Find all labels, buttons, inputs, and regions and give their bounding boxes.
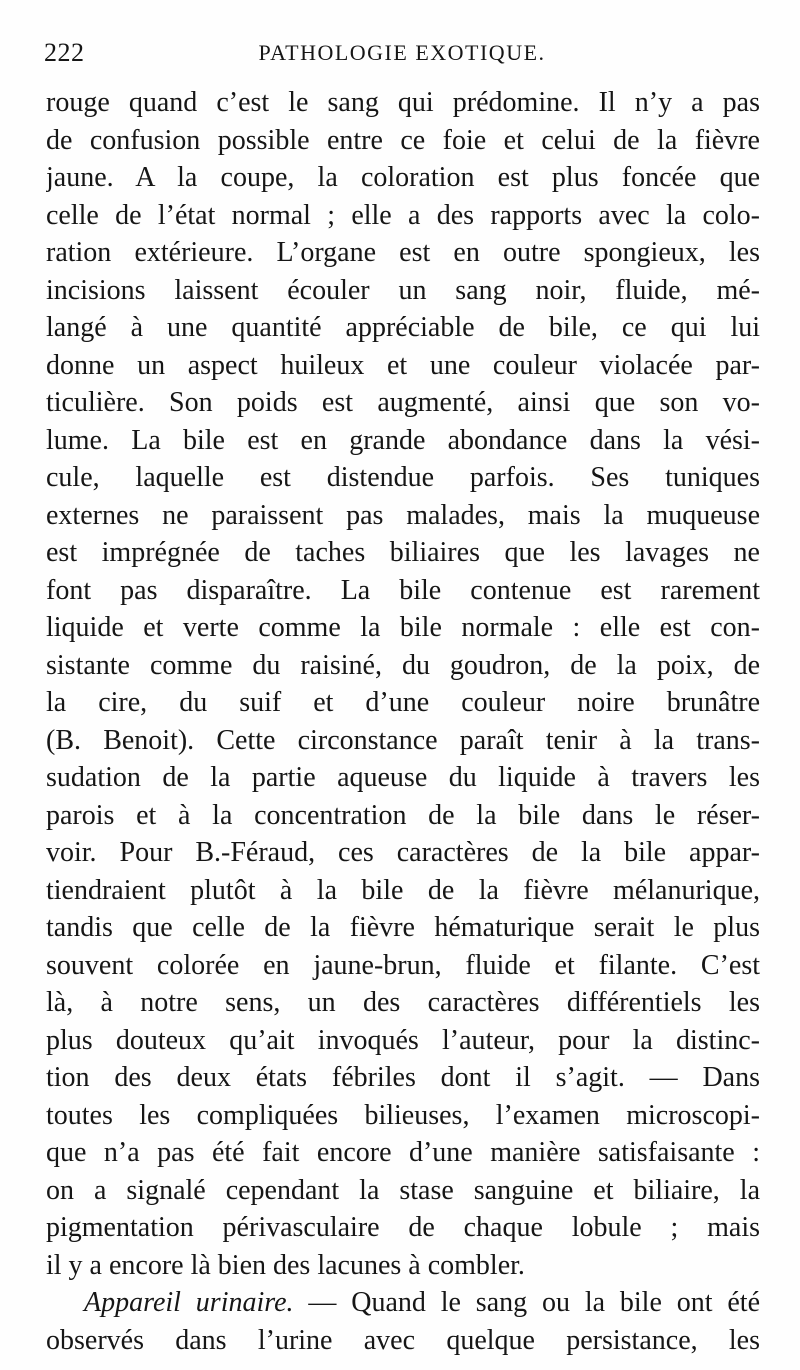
running-title: PATHOLOGIE EXOTIQUE. [258,40,546,65]
page-header [44,38,760,74]
text-line: ticulière. Son poids est augmenté, ainsi que son vo- [46,387,760,418]
text-line: tandis que celle de la fièvre hématurique serait le plus [46,912,760,943]
text-line: lume. La bile est en grande abondance dans la vési- [46,424,760,456]
text-line: tiendraient plutôt à la bile de la fièvre mélanurique, [46,874,760,906]
text-line: cule, laquelle est distendue parfois. Ses tuniques [46,462,760,493]
text-line: toutes les compliquées bilieuses, l’examen microscopi- [46,1099,760,1131]
text-line: parois et à la concentration de la bile dans le réser- [46,799,760,831]
text-line: font pas disparaître. La bile contenue est rarement [46,574,760,606]
text-line: rouge quand c’est le sang qui prédomine. Il n’y a pas [46,87,760,118]
text-line [46,1284,760,1322]
text-line: est imprégnée de taches biliaires que les lavages ne [46,537,760,568]
text-line: la cire, du suif et d’une couleur noire brunâtre [46,687,760,718]
paragraph-urinary-apparatus [46,1284,760,1359]
text-line: jaune. A la coupe, la coloration est plus foncée que [46,162,760,193]
text-line: observés dans l’urine avec quelque persistance, les [46,1324,760,1356]
text-line: donne un aspect huileux et une couleur violacée par- [46,349,760,381]
text-line: on a signalé cependant la stase sanguine et biliaire, la [46,1174,760,1206]
text-line: externes ne paraissent pas malades, mais la muqueuse [46,499,760,531]
text-line: tion des deux états fébriles dont il s’agit. — Dans [46,1062,760,1093]
text-line: liquide et verte comme la bile normale : elle est con- [46,612,760,643]
text-line: (B. Benoit). Cette circonstance paraît tenir à la trans- [46,724,760,756]
text-line: de confusion possible entre ce foie et celui de la fièvre [46,124,760,156]
section-heading-urinary: Appareil urinaire. [84,1287,294,1318]
paragraph-liver-description [46,84,760,1284]
text-line: que n’a pas été fait encore d’une manière satisfaisante : [46,1137,760,1168]
text-line: là, à notre sens, un des caractères différentiels les [46,987,760,1018]
text-line: voir. Pour B.-Féraud, ces caractères de la bile appar- [46,837,760,868]
text-line: incisions laissent écouler un sang noir, fluide, mé- [46,274,760,306]
page-number: 222 [44,38,85,67]
body-text [46,84,760,1359]
text-line: souvent colorée en jaune-brun, fluide et filante. C’est [46,949,760,981]
text-line: sudation de la partie aqueuse du liquide à travers les [46,762,760,793]
text-line: langé à une quantité appréciable de bile, ce qui lui [46,312,760,343]
text-line: ration extérieure. L’organe est en outre spongieux, les [46,237,760,268]
text-line: sistante comme du raisiné, du goudron, de la poix, de [46,649,760,681]
text-run: — Quand le sang ou la bile ont été [293,1287,760,1318]
text-line: il y a encore là bien des lacunes à combler. [46,1249,525,1281]
text-line: plus douteux qu’ait invoqués l’auteur, pour la distinc- [46,1024,760,1056]
text-line: celle de l’état normal ; elle a des rapports avec la colo- [46,199,760,231]
text-line: pigmentation périvasculaire de chaque lobule ; mais [46,1212,760,1243]
